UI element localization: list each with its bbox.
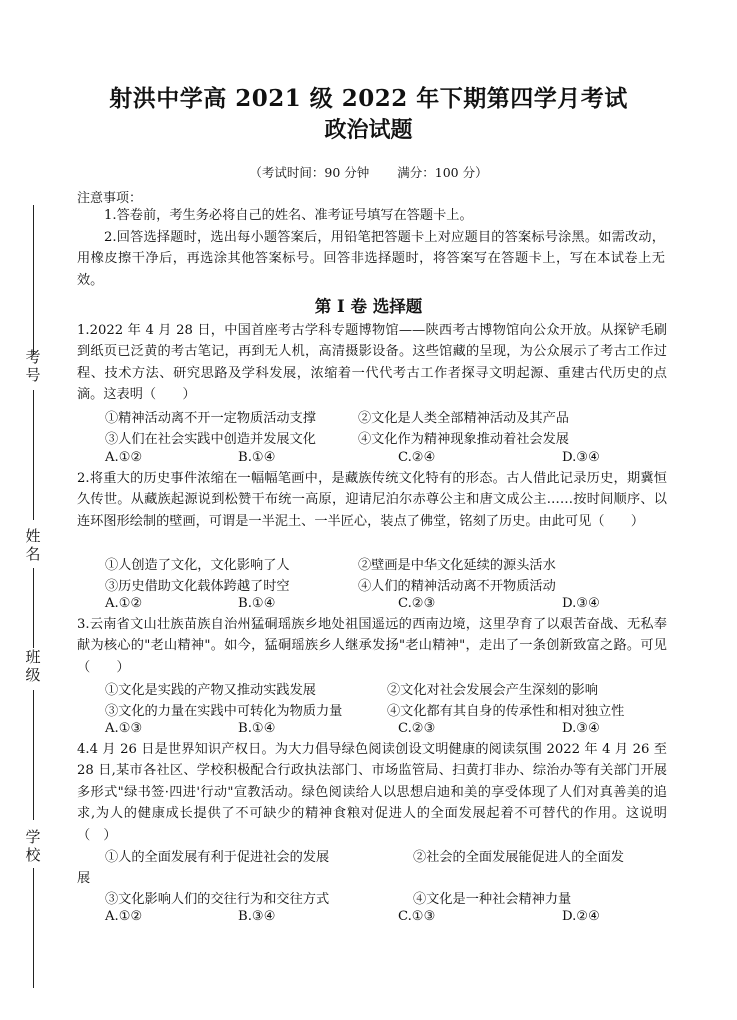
statement-continuation: 展 [77,871,91,886]
binding-line [33,868,34,988]
choice-d: D.③④ [562,596,600,611]
choice-c: C.②③ [398,721,436,736]
statement: ②文化是人类全部精神活动及其产品 [358,411,569,426]
exam-subtitle: 政治试题 [324,117,413,143]
choice-a: A.①② [105,909,143,924]
statement: ①人的全面发展有利于促进社会的发展 [105,850,330,865]
exam-meta [0,163,737,181]
note-item-2: 2.回答选择题时，选出每小题答案后，用铅笔把答题卡上对应题目的答案标号涂黑。如需改动，用橡皮擦干净后，再选涂其他答案标号。回答非选择题时，将答案写在答题卡上，写在本试卷上无效。 [77,230,665,288]
question-2-stem: 2.将重大的历史事件浓缩在一幅幅笔画中，是藏族传统文化特有的形态。古人借此记录历史，期冀恒久传世。从藏族起源说到松赞干布统一高原，迎请尼泊尔赤尊公主和唐文成公主……按时间顺序、以连环图形绘制的壁画，可谓是一半泥土、一半匠心，装点了佛堂，铭刻了历史。由此可见（ ） [77,471,667,529]
statement: ④文化是一种社会精神力量 [413,892,572,907]
question-4-stem: 4.4 月 26 日是世界知识产权日。为大力倡导绿色阅读创设文明健康的阅读氛围 2022 年 4 月 26 至 28 日,某市各社区、学校积极配合行政执法部门、市场监管局、扫黄打非办、综治办等有关部门开展多形式"绿书签·四进'行动"宣教活动。绿色阅读给人以思想启迪和美的享受体现了人们对真善美的追求,为人的健康成长提供了不可缺少的精神食粮对促进人的全面发展起着不可替代的作用。这说明（ ） [77,742,667,843]
choice-b: B.③④ [238,909,276,924]
side-label-class: 班级 [25,648,41,684]
note-item-1: 1.答卷前，考生务必将自己的姓名、准考证号填写在答题卡上。 [104,208,473,223]
statement: ③文化影响人们的交往行为和交往方式 [105,892,330,907]
choice-a: A.①③ [105,721,143,736]
statement: ②文化对社会发展会产生深刻的影响 [387,683,598,698]
binding-line [33,690,34,820]
side-label-exam-no: 考号 [25,348,41,384]
binding-line [33,390,34,520]
choice-d: D.②④ [562,909,600,924]
statement: ③人们在社会实践中创造并发展文化 [105,432,316,447]
binding-line [33,205,34,355]
statement: ①文化是实践的产物又推动实践发展 [105,683,316,698]
statement: ②社会的全面发展能促进人的全面发 [413,850,624,865]
question-1-stem: 1.2022 年 4 月 28 日，中国首座考古学科专题博物馆——陕西考古博物馆向公众开放。从探铲毛刷到纸页已泛黄的考古笔记，再到无人机，高清摄影设备。这些馆藏的呈现，为公众展示了考古工作过程、技术方法、研究思路及学科发展，浓缩着一代代考古工作者探寻文明起源、重建古代历史的点滴。这表明（ ） [77,323,667,403]
choice-d: D.③④ [562,721,600,736]
notes-label: 注意事项： [77,191,143,206]
side-label-school: 学校 [25,828,41,864]
statement: ②壁画是中华文化延续的源头活水 [358,558,556,573]
statement: ③历史借助文化载体跨越了时空 [105,579,290,594]
choice-a: A.①② [105,450,143,465]
side-label-name: 姓名 [25,527,41,563]
statement: ④文化都有其自身的传承性和相对独立性 [387,704,625,719]
full-score: 满分：100 分） [397,165,488,180]
statement: ①精神活动离不开一定物质活动支撑 [105,411,316,426]
choice-c: C.①③ [398,909,436,924]
statement: ④人们的精神活动离不开物质活动 [358,579,556,594]
choice-b: B.①④ [238,596,276,611]
choice-d: D.③④ [562,450,600,465]
question-3-stem: 3.云南省文山壮族苗族自治州猛硐瑶族乡地处祖国遥远的西南边境，这里孕育了以艰苦奋战、无私奉献为核心的"老山精神"。如今，猛硐瑶族乡人继承发扬"老山精神"，走出了一条创新致富之路。可见（ ） [77,617,667,675]
choice-c: C.②④ [398,450,436,465]
statement: ④文化作为精神现象推动着社会发展 [358,432,569,447]
statement: ③文化的力量在实践中可转化为物质力量 [105,704,343,719]
exam-title: 射洪中学高 2021 级 2022 年下期第四学月考试 [109,85,628,112]
choice-b: B.①④ [238,450,276,465]
choice-b: B.①④ [238,721,276,736]
binding-line [33,568,34,648]
choice-a: A.①② [105,596,143,611]
choice-c: C.②③ [398,596,436,611]
section-title: 第 I 卷 选择题 [314,297,423,316]
statement: ①人创造了文化，文化影响了人 [105,558,290,573]
exam-time: （考试时间：90 分钟 [249,165,370,180]
